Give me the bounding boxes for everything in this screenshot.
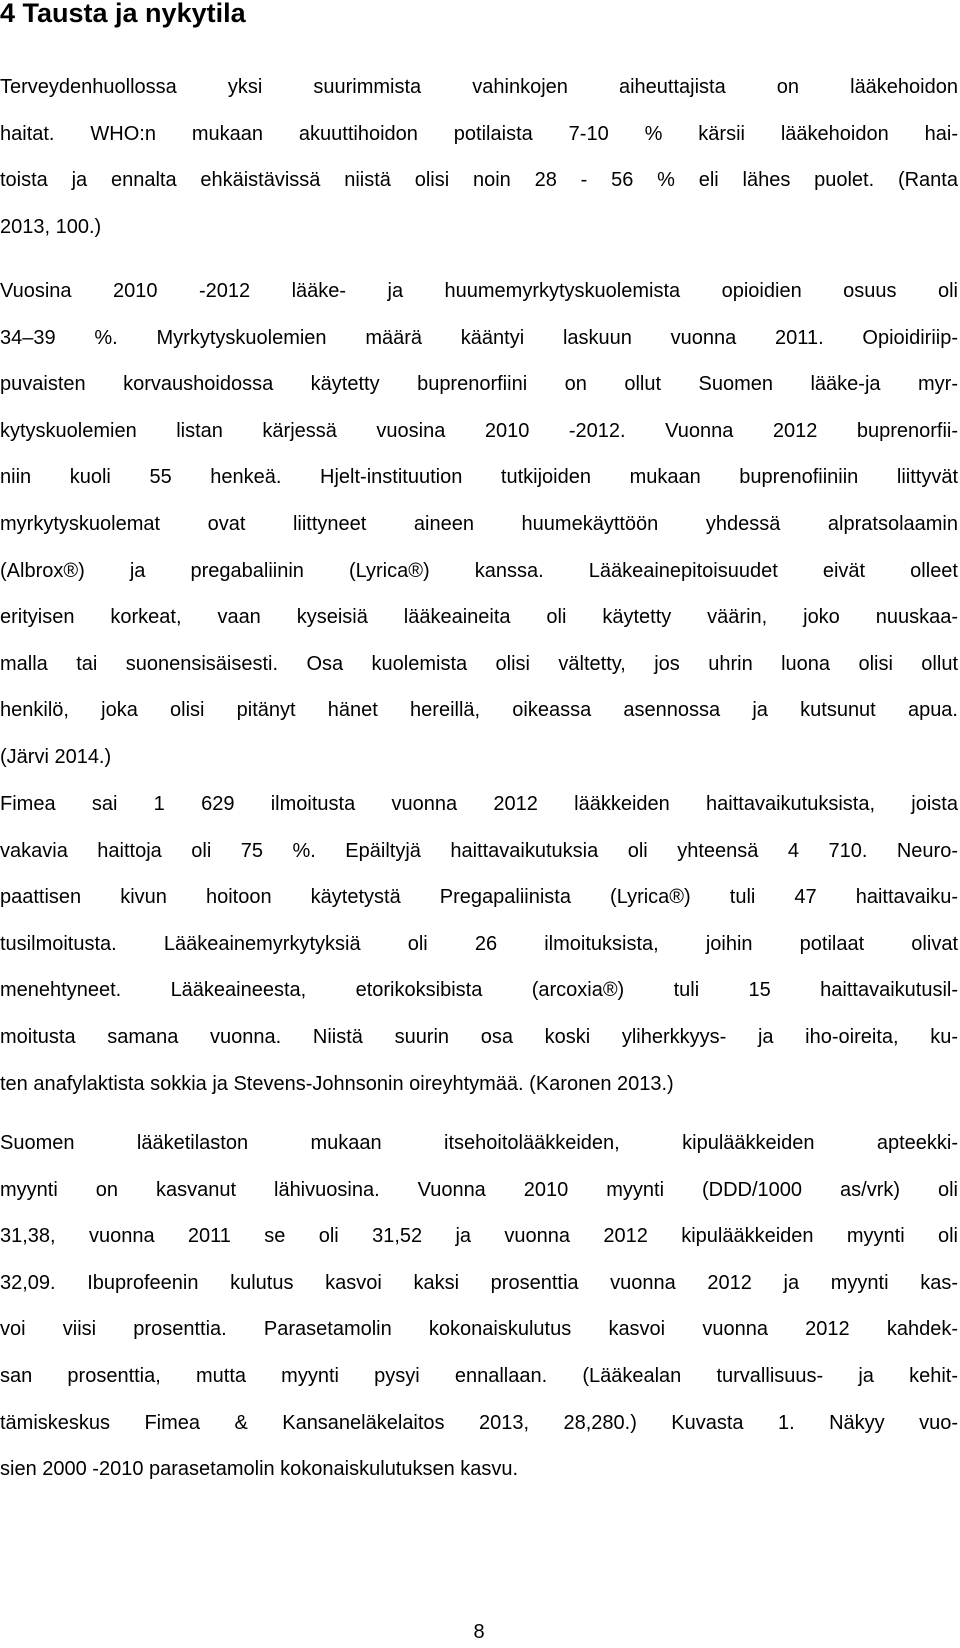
text-line: malla tai suonensisäisesti. Osa kuolemista olisi vältetty, jos uhrin luona olisi ollut [0, 652, 958, 675]
text-line: san prosenttia, mutta myynti pysyi ennallaan. (Lääkealan turvallisuus- ja kehit- [0, 1364, 958, 1387]
text-line: niin kuoli 55 henkeä. Hjelt-instituution tutkijoiden mukaan buprenofiiniin liittyvät [0, 466, 958, 489]
text-line: 31,38, vuonna 2011 se oli 31,52 ja vuonna 2012 kipulääkkeiden myynti oli [0, 1225, 958, 1248]
text-line: 2013, 100.) [0, 215, 102, 238]
text-line: 34–39 %. Myrkytyskuolemien määrä kääntyi laskuun vuonna 2011. Opioidiriip- [0, 326, 958, 349]
text-line: 32,09. Ibuprofeenin kulutus kasvoi kaksi prosenttia vuonna 2012 ja myynti kas- [0, 1271, 958, 1294]
text-line: Vuosina 2010 -2012 lääke- ja huumemyrkytyskuolemista opioidien osuus oli [0, 280, 958, 302]
text-line: tusilmoitusta. Lääkeainemyrkytyksiä oli 26 ilmoituksista, joihin potilaat olivat [0, 932, 958, 955]
paragraph-4 [0, 1120, 958, 1493]
text-line: tämiskeskus Fimea & Kansaneläkelaitos 2013, 28,280.) Kuvasta 1. Näkyy vuo- [0, 1411, 958, 1434]
text-line: toista ja ennalta ehkäistävissä niistä olisi noin 28 - 56 % eli lähes puolet. (Ranta [0, 169, 958, 192]
text-line: paattisen kivun hoitoon käytetystä Pregapaliinista (Lyrica®) tuli 47 haittavaiku- [0, 886, 958, 909]
text-line: moitusta samana vuonna. Niistä suurin osa koski yliherkkyys- ja iho-oireita, ku- [0, 1025, 958, 1048]
paragraph-1 [0, 64, 958, 250]
text-line: Suomen lääketilaston mukaan itsehoitolääkkeiden, kipulääkkeiden apteekki- [0, 1132, 958, 1154]
text-line: Fimea sai 1 629 ilmoitusta vuonna 2012 lääkkeiden haittavaikutuksista, joista [0, 793, 958, 815]
text-line: puvaisten korvaushoidossa käytetty buprenorfiini on ollut Suomen lääke-ja myr- [0, 373, 958, 396]
text-line: erityisen korkeat, vaan kyseisiä lääkeaineita oli käytetty väärin, joko nuuskaa- [0, 606, 958, 629]
text-line: kytyskuolemien listan kärjessä vuosina 2010 -2012. Vuonna 2012 buprenorfii- [0, 419, 958, 442]
text-line: henkilö, joka olisi pitänyt hänet hereillä, oikeassa asennossa ja kutsunut apua. [0, 699, 958, 722]
text-line: haitat. WHO:n mukaan akuuttihoidon potilaista 7-10 % kärsii lääkehoidon hai- [0, 122, 958, 145]
text-line: sien 2000 -2010 parasetamolin kokonaiskulutuksen kasvu. [0, 1458, 519, 1481]
text-line: (Albrox®) ja pregabaliinin (Lyrica®) kanssa. Lääkeainepitoisuudet eivät olleet [0, 559, 958, 582]
paragraph-3 [0, 781, 958, 1107]
text-line: myynti on kasvanut lähivuosina. Vuonna 2010 myynti (DDD/1000 as/vrk) oli [0, 1178, 958, 1201]
page-number: 8 [473, 1621, 485, 1643]
section-heading: 4 Tausta ja nykytila [0, 0, 246, 28]
text-line: vakavia haittoja oli 75 %. Epäiltyjä haittavaikutuksia oli yhteensä 4 710. Neuro- [0, 839, 958, 862]
paragraph-2 [0, 268, 958, 781]
text-line: myrkytyskuolemat ovat liittyneet aineen huumekäyttöön yhdessä alpratsolaamin [0, 512, 958, 535]
text-line: Terveydenhuollossa yksi suurimmista vahinkojen aiheuttajista on lääkehoidon [0, 76, 958, 98]
text-line: ten anafylaktista sokkia ja Stevens-Johnsonin oireyhtymää. (Karonen 2013.) [0, 1072, 674, 1095]
text-line: (Järvi 2014.) [0, 745, 112, 768]
text-line: menehtyneet. Lääkeaineesta, etorikoksibista (arcoxia®) tuli 15 haittavaikutusil- [0, 979, 958, 1002]
text-line: voi viisi prosenttia. Parasetamolin kokonaiskulutus kasvoi vuonna 2012 kahdek- [0, 1318, 958, 1341]
